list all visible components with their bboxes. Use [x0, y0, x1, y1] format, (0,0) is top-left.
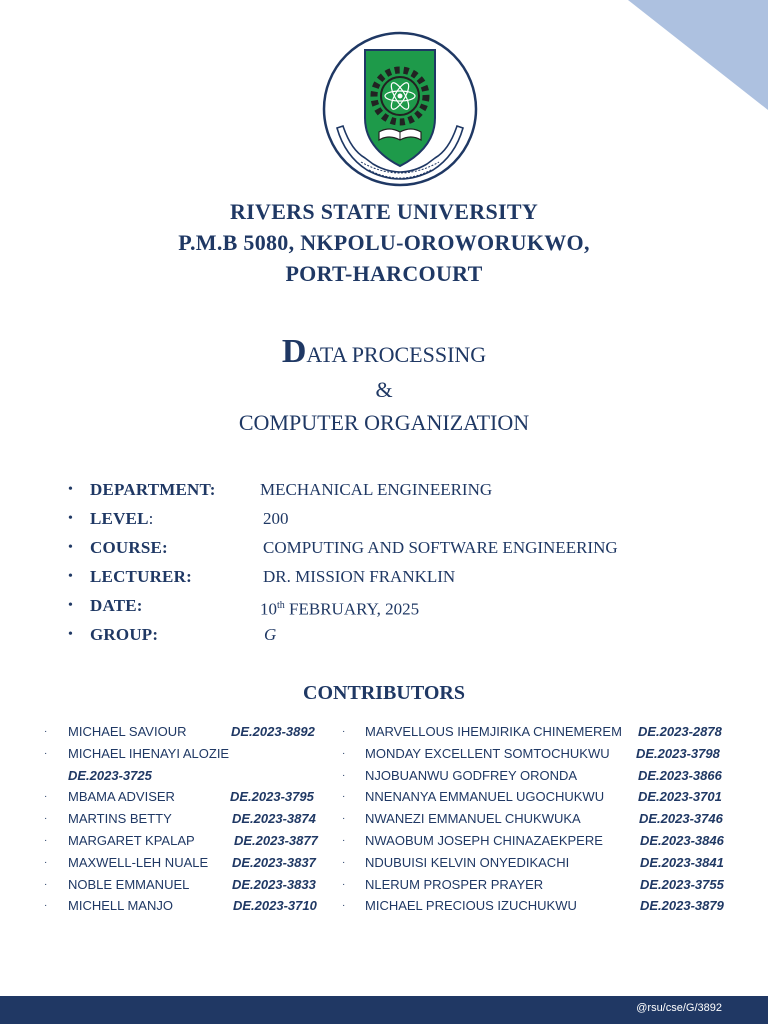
university-address-line2: PORT-HARCOURT	[285, 261, 483, 286]
contributor-name: MICHELL MANJO	[68, 898, 173, 914]
list-item	[44, 852, 334, 874]
list-item	[342, 874, 742, 896]
university-name: RIVERS STATE UNIVERSITY	[229, 199, 539, 224]
contributor-name: MICHAEL SAVIOUR	[68, 724, 187, 739]
footer-reference: @rsu/cse/G/3892	[636, 1002, 722, 1014]
contributor-name: NNENANYA EMMANUEL UGOCHUKWU	[365, 789, 605, 805]
list-item	[342, 895, 742, 917]
contributor-reg: DE.2023-3837	[232, 854, 316, 870]
list-item	[44, 830, 334, 852]
title-line2: COMPUTER ORGANIZATION	[238, 410, 530, 435]
contributor-name: MARGARET KPALAP	[68, 832, 195, 848]
university-logo	[321, 30, 479, 190]
list-item	[44, 743, 334, 765]
list-item	[342, 721, 742, 743]
detail-department	[68, 477, 748, 506]
contributor-reg: DE.2023-3701	[638, 789, 722, 805]
bullet: ·	[44, 747, 48, 759]
detail-label: GROUP:	[90, 625, 159, 644]
university-header	[0, 196, 768, 289]
contributor-name: MONDAY EXCELLENT SOMTOCHUKWU	[365, 745, 610, 761]
bullet: •	[68, 511, 73, 526]
contributor-reg: DE.2023-3841	[640, 854, 724, 870]
bullet: ·	[44, 726, 48, 737]
list-item	[44, 874, 334, 896]
contributors-right	[342, 721, 742, 917]
contributor-reg: DE.2023-3874	[232, 811, 316, 827]
detail-group	[68, 622, 748, 651]
bullet: •	[68, 627, 73, 642]
bullet: ·	[342, 769, 346, 781]
bullet: ·	[342, 900, 346, 912]
document-title	[0, 330, 768, 443]
list-item	[342, 808, 742, 830]
detail-course	[68, 535, 748, 564]
detail-label: DEPARTMENT:	[90, 480, 216, 499]
detail-value: MECHANICAL ENGINEERING	[260, 480, 493, 499]
contributor-reg: DE.2023-3846	[640, 832, 724, 848]
list-item	[342, 852, 742, 874]
contributor-reg: DE.2023-3795	[230, 789, 314, 805]
bullet: ·	[342, 834, 346, 846]
detail-value: 200	[263, 509, 289, 528]
list-item	[44, 808, 334, 830]
contributor-name: MICHAEL IHENAYI ALOZIE	[68, 745, 230, 761]
contributor-name: MAXWELL-LEH NUALE	[68, 854, 209, 870]
title-line1: ATA PROCESSING	[306, 342, 487, 367]
contributor-reg: DE.2023-3892	[231, 724, 315, 739]
bullet: ·	[44, 856, 48, 868]
detail-label: LECTURER:	[90, 567, 192, 586]
list-item-continued	[44, 765, 334, 787]
list-item	[44, 721, 334, 743]
detail-value: COMPUTING AND SOFTWARE ENGINEERING	[263, 538, 618, 557]
bullet: ·	[44, 791, 48, 803]
contributor-name: MARTINS BETTY	[68, 811, 172, 827]
detail-lecturer	[68, 564, 748, 593]
contributor-reg: DE.2023-3866	[638, 767, 722, 783]
bullet: ·	[44, 878, 48, 890]
bullet: •	[68, 482, 73, 497]
contributor-reg: DE.2023-3879	[640, 898, 724, 914]
contributor-name: NWAOBUM JOSEPH CHINAZAEKPERE	[365, 832, 603, 848]
contributor-reg: DE.2023-3877	[234, 832, 318, 848]
contributors-heading: CONTRIBUTORS	[303, 682, 465, 704]
contributor-reg: DE.2023-3710	[233, 898, 317, 914]
detail-value: G	[264, 625, 277, 644]
bullet: •	[68, 540, 73, 555]
contributor-reg: DE.2023-3833	[232, 876, 316, 892]
detail-label: LEVEL	[90, 509, 149, 528]
contributor-name: MICHAEL PRECIOUS IZUCHUKWU	[365, 898, 577, 914]
corner-decoration	[628, 0, 768, 110]
contributor-name: NOBLE EMMANUEL	[68, 876, 190, 892]
list-item	[342, 765, 742, 787]
bullet: •	[68, 569, 73, 584]
contributor-reg: DE.2023-3746	[639, 811, 723, 827]
date-day: 10	[260, 599, 277, 619]
contributor-reg: DE.2023-3798	[636, 745, 720, 761]
contributor-name: NJOBUANWU GODFREY ORONDA	[365, 767, 578, 783]
date-suffix: th	[277, 600, 285, 611]
detail-date	[68, 593, 748, 622]
list-item	[342, 786, 742, 808]
detail-value: DR. MISSION FRANKLIN	[263, 567, 456, 586]
bullet: •	[68, 598, 73, 613]
list-item	[44, 895, 334, 917]
contributor-reg: DE.2023-3725	[68, 767, 152, 783]
contributor-name: NLERUM PROSPER PRAYER	[365, 876, 544, 892]
detail-label: COURSE:	[90, 538, 168, 557]
bullet: ·	[342, 856, 346, 868]
title-ampersand: &	[375, 377, 393, 402]
bullet: ·	[44, 813, 48, 825]
contributor-name: MBAMA ADVISER	[68, 789, 175, 805]
contributor-name: NDUBUISI KELVIN ONYEDIKACHI	[365, 854, 570, 870]
detail-level	[68, 506, 748, 535]
title-first-letter: D	[281, 333, 307, 370]
date-rest: FEBRUARY, 2025	[284, 599, 420, 619]
list-item	[342, 830, 742, 852]
bullet: ·	[342, 878, 346, 890]
bullet: ·	[342, 747, 346, 759]
contributor-name: NWANEZI EMMANUEL CHUKWUKA	[365, 811, 581, 827]
detail-label: DATE:	[90, 596, 143, 615]
bullet: ·	[342, 726, 346, 737]
list-item	[44, 786, 334, 808]
list-item	[342, 743, 742, 765]
university-address-line1: P.M.B 5080, NKPOLU-OROWORUKWO,	[178, 230, 590, 255]
bullet: ·	[44, 900, 48, 912]
detail-label-suffix: :	[148, 509, 154, 528]
contributor-name: MARVELLOUS IHEMJIRIKA CHINEMEREM	[365, 724, 622, 739]
details-list	[68, 477, 748, 651]
contributor-reg: DE.2023-2878	[638, 724, 722, 739]
bullet: ·	[44, 834, 48, 846]
bullet: ·	[342, 791, 346, 803]
contributors-left	[44, 721, 334, 917]
bullet: ·	[342, 813, 346, 825]
footer-bar	[0, 996, 768, 1024]
contributor-reg: DE.2023-3755	[640, 876, 724, 892]
